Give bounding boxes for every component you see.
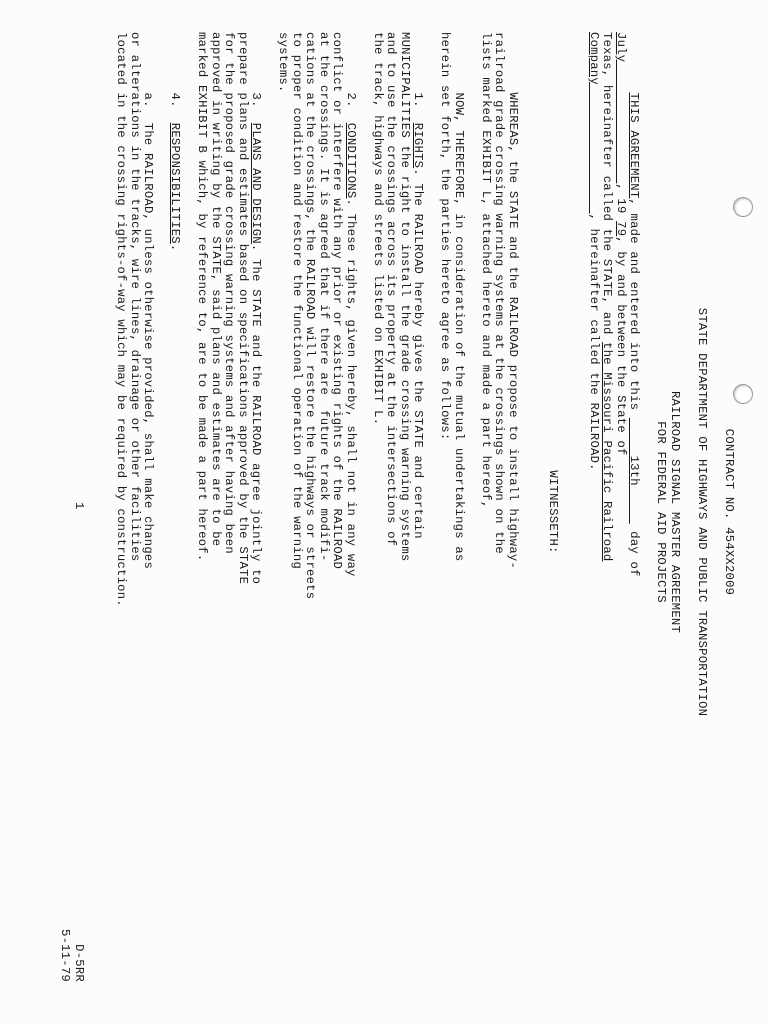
intro-line-1: THIS AGREEMENT, made and entered into this 13th day of bbox=[627, 92, 642, 577]
agreement-month: July bbox=[614, 32, 628, 63]
section-title: CONDITIONS bbox=[344, 122, 358, 199]
section-2-heading: 2. CONDITIONS. These rights, given hereby, shall not in any way bbox=[344, 92, 358, 577]
contract-number: CONTRACT NO. 454XX2009 bbox=[722, 428, 736, 596]
page-number: 1 bbox=[72, 502, 86, 510]
paragraph-a-line: a. The RAILROAD, unless otherwise provided, shall make changes bbox=[141, 92, 156, 570]
section-line: the track, highways and streets listed on EXHIBIT L. bbox=[371, 32, 385, 426]
header-line: STATE DEPARTMENT OF HIGHWAYS AND PUBLIC TRANSPORTATION bbox=[695, 307, 709, 717]
header-line: RAILROAD SIGNAL MASTER AGREEMENT bbox=[668, 390, 682, 634]
paragraph-a-line: located in the crossing rights-of-way which may be required by construction. bbox=[114, 32, 129, 607]
section-line: for the proposed grade crossing warning systems and after having been bbox=[222, 32, 237, 554]
section-4-heading: 4. RESPONSIBILITIES. bbox=[168, 92, 183, 252]
section-line: marked EXHIBIT B which, by reference to, are to be made a part hereof. bbox=[195, 32, 210, 562]
section-line: cations at the crossings, the RAILROAD will restore the highways or streets bbox=[303, 32, 318, 600]
section-line: and to use the crossings across its property at the intersections of bbox=[384, 32, 399, 547]
section-title: RIGHTS bbox=[411, 122, 426, 169]
header-line: FOR FEDERAL AID PROJECTS bbox=[654, 421, 669, 603]
punch-hole-bottom bbox=[733, 384, 753, 404]
whereas-line: railroad grade crossing warning systems at the crossings shown on the bbox=[492, 32, 507, 554]
intro-line-2: July , 19 79, by and between the State of bbox=[614, 32, 628, 456]
witnesseth-heading: WITNESSETH: bbox=[546, 470, 561, 554]
section-line: approved in writing by the STATE, said plans and estimates are to be bbox=[209, 32, 223, 547]
paragraph-a-line: or alterations in the tracks, wire lines, drainage or other facilities bbox=[128, 32, 142, 562]
punch-hole-top bbox=[733, 197, 753, 217]
section-line: conflict or interfere with any prior or existing rights of the RAILROAD bbox=[330, 32, 345, 570]
section-line: to proper condition and restore the functional operation of the warning bbox=[290, 32, 304, 570]
now-therefore-line: NOW, THEREFORE, in consideration of the mutual undertakings as bbox=[452, 92, 466, 562]
rotated-document-text bbox=[58, 32, 736, 992]
now-therefore-line: herein set forth, the parties hereto agree as follows: bbox=[438, 32, 453, 441]
section-line: at the crossings. It is agreed that if there are future track modifi- bbox=[317, 32, 331, 562]
agreement-year: 79 bbox=[614, 221, 628, 237]
intro-line-3: Texas, hereinafter called the STATE, and the Missouri Pacific Railroad bbox=[600, 32, 615, 562]
section-title: RESPONSIBILITIES bbox=[168, 122, 183, 244]
section-line: prepare plans and estimates based on specifications approved by the STATE bbox=[236, 32, 250, 585]
intro-lead: THIS AGREEMENT bbox=[627, 92, 642, 199]
section-line: MUNICIPALITIES the right to install the grade crossing warning systems bbox=[398, 32, 412, 562]
form-code: D-5RR bbox=[72, 944, 86, 982]
form-code-block bbox=[58, 929, 85, 982]
form-date: 5-11-79 bbox=[58, 929, 73, 982]
agreement-day: 13th bbox=[627, 455, 642, 486]
railroad-party: the Missouri Pacific Railroad bbox=[600, 342, 615, 562]
section-line: systems. bbox=[276, 32, 291, 93]
whereas-line: lists marked EXHIBIT L, attached hereto and made a part hereof, bbox=[479, 32, 493, 509]
section-1-heading: 1. RIGHTS. The RAILROAD hereby gives the STATE and certain bbox=[411, 92, 426, 539]
section-3-heading: 3. PLANS AND DESIGN. The STATE and the RAILROAD agree jointly to bbox=[249, 92, 264, 585]
intro-line-4: Company , hereinafter called the RAILROAD. bbox=[587, 32, 601, 471]
section-title: PLANS AND DESIGN bbox=[249, 122, 264, 244]
railroad-company: Company bbox=[587, 32, 601, 85]
whereas-line: WHEREAS, the STATE and the RAILROAD propose to install highway- bbox=[506, 92, 520, 570]
